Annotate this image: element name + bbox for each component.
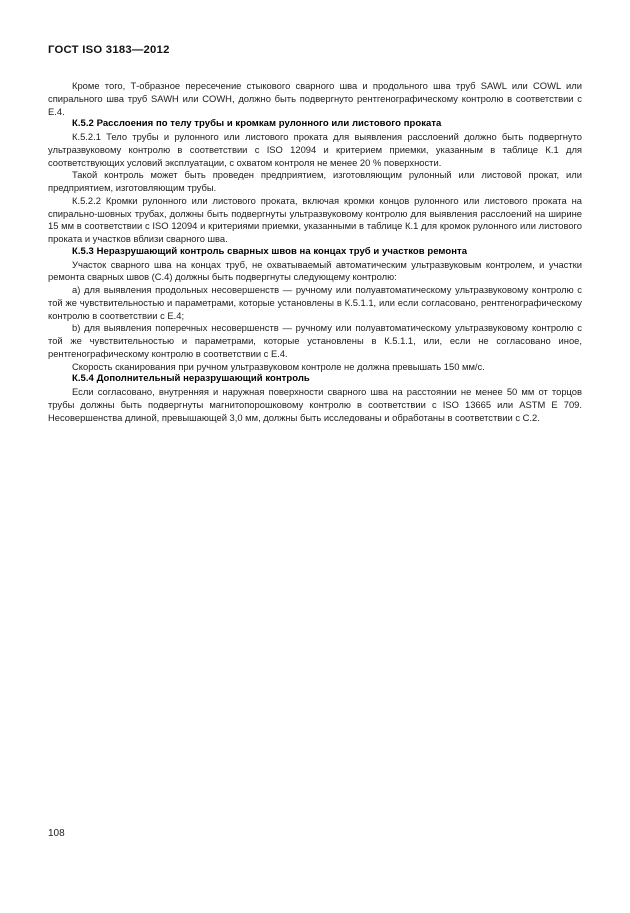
paragraph-k-5-4: Если согласовано, внутренняя и наружная поверхности сварного шва на расстоянии не менее 50 мм от торцов трубы должны быть подвергнуты магнитопорошковому контролю в соответствии с ISO 13665 или ASTM E 709. Несовершенства длиной, превышающей 3,0 мм, должны быть исследованы и обработаны в соответствии с С.2. xyxy=(48,386,582,423)
paragraph-k-5-2-1: К.5.2.1 Тело трубы и рулонного или листового проката для выявления расслоений должно быть подвергнуто ультразвуковому контролю в соответствии с ISO 12094 и критерием приемки, указанным в таблице К.1 для соответствующих условий эксплуатации, с охватом контроля не менее 20 % поверхности. xyxy=(48,131,582,168)
list-item-k-5-3-a: a) для выявления продольных несовершенств — ручному или полуавтоматическому ультразвуковому контролю с той же чувствительностью и параметрами, которые установлены в К.5.1.1, или если согласовано, рентгенографическому контролю в соответствии с Е.4; xyxy=(48,284,582,321)
paragraph-intro: Кроме того, Т-образное пересечение стыкового сварного шва и продольного шва труб SAWL или COWL или спирального шва труб SAWH или COWH, должно быть подвергнуто рентгенографическому контролю в соответствии с Е.4. xyxy=(48,80,582,117)
paragraph-k-5-3-scan-speed: Скорость сканирования при ручном ультразвуковом контроле не должна превышать 150 мм/с. xyxy=(72,360,485,372)
page-body-content xyxy=(48,80,582,424)
paragraph-k-5-3-intro: Участок сварного шва на концах труб, не охватываемый автоматическим ультразвуковым контролем, и участки ремонта сварных швов (С.4) должны быть подвергнуты следующему контролю: xyxy=(48,258,582,283)
list-item-k-5-3-b: b) для выявления поперечных несовершенств — ручному или полуавтоматическому ультразвуковому контролю с той же чувствительностью и параметрами, которые установлены в К.5.1.1, или, если не согласовано иное, рентгенографическому контролю в соответствии с Е.4. xyxy=(48,322,582,359)
page-header-standard-number: ГОСТ ISO 3183—2012 xyxy=(48,44,170,56)
page-number: 108 xyxy=(48,828,65,839)
heading-k-5-2: К.5.2 Расслоения по телу трубы и кромкам рулонного или листового проката xyxy=(72,118,442,130)
heading-k-5-3: К.5.3 Неразрушающий контроль сварных швов на концах труб и участков ремонта xyxy=(72,245,468,257)
paragraph-k-5-2-1-note: Такой контроль может быть проведен предприятием, изготовляющим рулонный или листовой прокат, или предприятием, изготовляющим трубы. xyxy=(48,169,582,193)
paragraph-k-5-2-2: К.5.2.2 Кромки рулонного или листового проката, включая кромки концов рулонного или листового проката на спирально-шовных трубах, должны быть подвергнуты ультразвуковому контролю для выявления расслоений на ширине 15 мм в соответствии с ISO 12094 и критериями приемки, указанными в таблице К.1 для кромок рулонного или листового проката и участков вблизи сварного шва. xyxy=(48,194,582,244)
heading-k-5-4: К.5.4 Дополнительный неразрушающий контроль xyxy=(72,373,310,385)
